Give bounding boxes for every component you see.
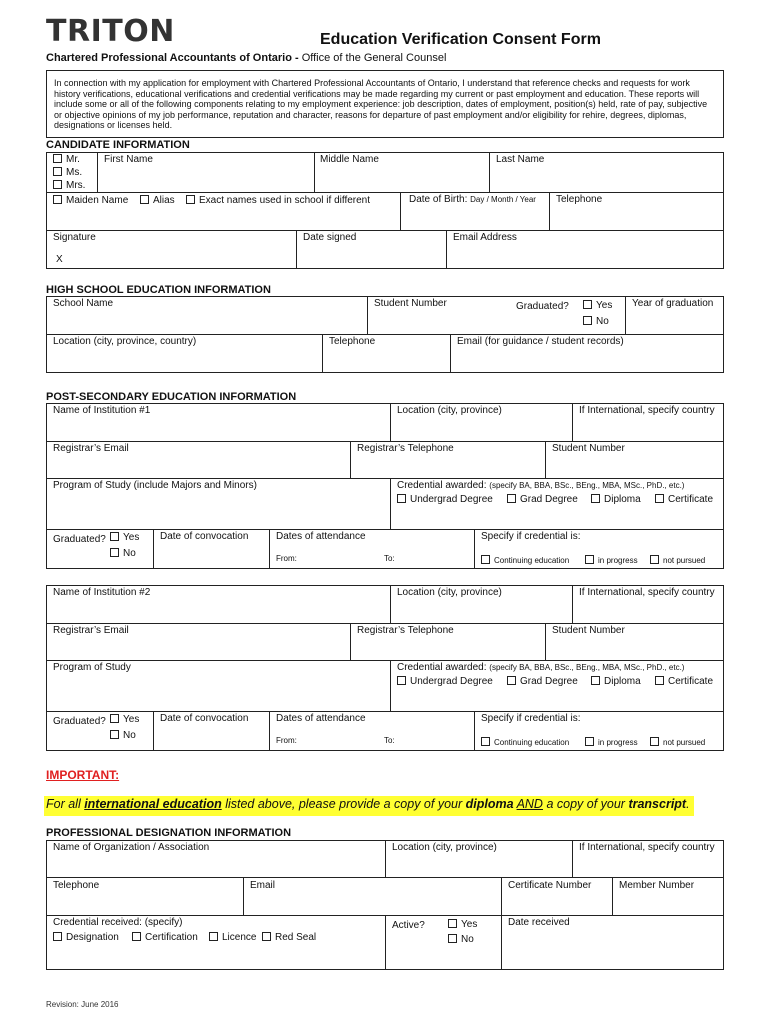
graduated-yes-option[interactable] [110,532,139,543]
last-name-field[interactable]: Last Name [496,154,545,165]
graduated-label: Graduated? [53,716,106,727]
triton-logo: TRITON [46,14,175,49]
note-period: . [686,797,690,811]
in-progress-checkbox[interactable] [585,737,594,746]
maiden-name-option[interactable] [53,195,128,206]
credential-received-field[interactable]: Credential received: (specify) [53,917,183,928]
international-country-field[interactable]: If International, specify country [579,587,715,598]
convocation-date-field[interactable]: Date of convocation [160,713,249,724]
student-number-field[interactable]: Student Number [552,443,625,454]
credential-awarded-field[interactable] [397,480,684,491]
mr-label: Mr. [66,154,80,165]
diploma-option[interactable] [591,676,641,687]
diploma-label: Diploma [604,494,641,505]
credential-label: Credential awarded: [397,662,487,673]
org-office: Office of the General Counsel [298,52,447,64]
divider [46,711,724,712]
note-international: international education [84,797,222,811]
certificate-label: Certificate [668,676,714,687]
middle-name-field[interactable]: Middle Name [320,154,379,165]
red-seal-option[interactable] [262,932,316,943]
no-checkbox[interactable] [448,934,457,943]
continuing-option[interactable] [481,737,569,747]
member-number-field[interactable]: Member Number [619,880,695,891]
student-number-field[interactable]: Student Number [552,625,625,636]
no-checkbox[interactable] [583,316,592,325]
note-text: listed above, please provide a copy of your [221,797,466,811]
undergrad-checkbox[interactable] [397,494,406,503]
divider [572,840,573,877]
candidate-heading: CANDIDATE INFORMATION [46,139,190,151]
registrar-telephone-field[interactable]: Registrar’s Telephone [357,625,454,636]
divider [474,529,475,569]
graduated-yes-option[interactable] [110,714,139,725]
continuing-checkbox[interactable] [481,737,490,746]
yes-checkbox[interactable] [583,300,592,309]
yes-label: Yes [461,919,478,930]
divider [390,660,391,711]
grad-option[interactable] [507,494,578,505]
grad-label: Grad Degree [520,494,578,505]
divider [153,529,154,569]
grad-option[interactable] [507,676,578,687]
note-diploma: diploma [465,797,514,811]
licence-option[interactable] [209,932,256,943]
active-label: Active? [392,920,425,931]
in-progress-label: in progress [598,556,638,565]
divider [390,585,391,623]
telephone-field[interactable]: Telephone [329,336,376,347]
divider [572,585,573,623]
attendance-from-field[interactable]: From: [276,554,297,563]
certificate-number-field[interactable]: Certificate Number [508,880,592,891]
title-ms-option[interactable] [53,167,82,178]
exact-names-label: Exact names used in school if different [199,195,371,206]
convocation-date-field[interactable]: Date of convocation [160,531,249,542]
credential-hint: (specify BA, BBA, BSc., BEng., MBA, MSc., PhD., etc.) [489,481,685,490]
first-name-field[interactable]: First Name [104,154,153,165]
divider [501,915,502,970]
divider [46,660,724,661]
org-line [46,52,446,64]
designation-checkbox[interactable] [53,932,62,941]
specify-credential-label: Specify if credential is: [481,713,581,724]
certificate-option[interactable] [655,494,713,505]
organization-location-field[interactable]: Location (city, province) [392,842,497,853]
date-signed-field[interactable]: Date signed [303,232,357,243]
title-mrs-option[interactable] [53,180,85,191]
no-checkbox[interactable] [110,548,119,557]
consent-intro: In connection with my application for employment with Chartered Professional Accountants of Ontario, I understand that reference checks and requests for work history verifications, educational verifications and credential verifications may be made regarding my current or past employment and education. These reports will include some or all of the following components relating to my employment experience: job description, dates of employment, position(s) held, rate of pay, subjective or objective opinions of my job performance, reputation and character, reasons for departure of past employment and/or eligibility for rehire, degrees, diplomas, designations or licenses held. [46,70,724,138]
telephone-field[interactable]: Telephone [556,194,603,205]
credential-hint: (specify BA, BBA, BSc., BEng., MBA, MSc., PhD., etc.) [489,663,685,672]
divider [400,192,401,230]
graduated-no-option[interactable] [110,730,136,741]
undergrad-option[interactable] [397,494,493,505]
in-progress-option[interactable] [585,737,638,747]
note-and: AND [516,797,543,811]
credential-label: Credential awarded: [397,480,487,491]
undergrad-label: Undergrad Degree [410,676,493,687]
guidance-email-field[interactable]: Email (for guidance / student records) [457,336,624,347]
divider [390,478,391,529]
divider [549,192,550,230]
alias-checkbox[interactable] [140,195,149,204]
international-country-field[interactable]: If International, specify country [579,842,715,853]
continuing-option[interactable] [481,555,569,565]
divider [269,529,270,569]
divider [446,230,447,269]
email-field[interactable]: Email Address [453,232,517,243]
undergrad-label: Undergrad Degree [410,494,493,505]
yes-label: Yes [123,714,140,725]
yes-checkbox[interactable] [110,532,119,541]
yes-label: Yes [123,532,140,543]
not-pursued-option[interactable] [650,555,705,565]
graduated-label: Graduated? [516,301,569,312]
mrs-checkbox[interactable] [53,180,62,189]
yes-checkbox[interactable] [448,919,457,928]
divider [46,623,724,624]
institution-location-field[interactable]: Location (city, province) [397,405,502,416]
institution-name-field[interactable]: Name of Institution #1 [53,405,151,416]
in-progress-label: in progress [598,738,638,747]
no-label: No [596,316,609,327]
divider [612,877,613,915]
red-seal-checkbox[interactable] [262,932,271,941]
post-secondary-heading: POST-SECONDARY EDUCATION INFORMATION [46,391,297,403]
divider [46,192,724,193]
dob-field[interactable] [409,194,536,205]
divider [322,334,323,373]
signature-field[interactable]: Signature [53,232,96,243]
org-name: Chartered Professional Accountants of Ontario - [46,52,299,64]
undergrad-option[interactable] [397,676,493,687]
active-no-option[interactable] [448,934,474,945]
certificate-checkbox[interactable] [655,676,664,685]
graduated-no-option[interactable] [110,548,136,559]
divider [367,296,368,334]
attendance-from-field[interactable]: From: [276,736,297,745]
diploma-checkbox[interactable] [591,676,600,685]
attendance-to-field[interactable]: To: [384,736,395,745]
divider [385,915,386,970]
certification-label: Certification [145,932,198,943]
title-mr-option[interactable] [53,154,80,165]
no-checkbox[interactable] [110,730,119,739]
undergrad-checkbox[interactable] [397,676,406,685]
not-pursued-label: not pursued [663,738,706,747]
divider [46,441,724,442]
divider [545,623,546,660]
designation-label: Designation [66,932,119,943]
certificate-checkbox[interactable] [655,494,664,503]
dob-label: Date of Birth: [409,194,468,205]
date-received-field[interactable]: Date received [508,917,570,928]
grad-checkbox[interactable] [507,676,516,685]
divider [501,877,502,915]
no-label: No [123,730,136,741]
no-label: No [123,548,136,559]
email-field[interactable]: Email [250,880,276,891]
divider [46,334,724,335]
divider [474,711,475,751]
divider [97,152,98,192]
revision-date: Revision: June 2016 [46,1000,119,1009]
divider [350,623,351,660]
maiden-name-checkbox[interactable] [53,195,62,204]
registrar-email-field[interactable]: Registrar’s Email [53,625,129,636]
certificate-label: Certificate [668,494,714,505]
divider [450,334,451,373]
signature-mark: X [56,254,63,265]
licence-label: Licence [222,932,257,943]
note-text: For all [46,797,85,811]
yes-label: Yes [596,300,613,311]
diploma-option[interactable] [591,494,641,505]
dob-format: Day / Month / Year [470,195,536,204]
not-pursued-label: not pursued [663,556,706,565]
divider [269,711,270,751]
note-transcript: transcript [628,797,687,811]
credential-awarded-field[interactable] [397,662,684,673]
divider [390,403,391,441]
continuing-checkbox[interactable] [481,555,490,564]
divider [46,877,724,878]
attendance-dates-label: Dates of attendance [276,713,366,724]
divider [385,840,386,877]
year-of-graduation-field[interactable]: Year of graduation [632,298,714,309]
red-seal-label: Red Seal [275,932,317,943]
international-country-field[interactable]: If International, specify country [579,405,715,416]
graduated-yes-option[interactable] [583,300,612,311]
divider [350,441,351,478]
specify-credential-label: Specify if credential is: [481,531,581,542]
telephone-field[interactable]: Telephone [53,880,100,891]
in-progress-checkbox[interactable] [585,555,594,564]
graduated-label: Graduated? [53,534,106,545]
mr-checkbox[interactable] [53,154,62,163]
candidate-section [46,152,724,269]
active-yes-option[interactable] [448,919,477,930]
certification-checkbox[interactable] [132,932,141,941]
registrar-telephone-field[interactable]: Registrar’s Telephone [357,443,454,454]
form-title: Education Verification Consent Form [320,31,601,48]
graduated-no-option[interactable] [583,316,609,327]
continuing-label: Continuing education [494,556,570,565]
important-label: IMPORTANT: [46,768,120,782]
organization-name-field[interactable]: Name of Organization / Association [53,842,210,853]
program-of-study-field[interactable]: Program of Study (include Majors and Minors) [53,480,257,491]
divider [46,230,724,231]
licence-checkbox[interactable] [209,932,218,941]
ms-checkbox[interactable] [53,167,62,176]
yes-checkbox[interactable] [110,714,119,723]
not-pursued-option[interactable] [650,737,705,747]
divider [314,152,315,192]
mrs-label: Mrs. [66,180,86,191]
ms-label: Ms. [66,167,83,178]
grad-checkbox[interactable] [507,494,516,503]
school-name-field[interactable]: School Name [53,298,114,309]
no-label: No [461,934,474,945]
note-text: a copy of your [542,797,629,811]
diploma-label: Diploma [604,676,641,687]
alias-label: Alias [153,195,175,206]
continuing-label: Continuing education [494,738,570,747]
alias-option[interactable] [140,195,175,206]
divider [296,230,297,269]
diploma-checkbox[interactable] [591,494,600,503]
attendance-to-field[interactable]: To: [384,554,395,563]
attendance-dates-label: Dates of attendance [276,531,366,542]
exact-names-option[interactable] [186,195,370,206]
grad-label: Grad Degree [520,676,578,687]
not-pursued-checkbox[interactable] [650,737,659,746]
in-progress-option[interactable] [585,555,638,565]
high-school-heading: HIGH SCHOOL EDUCATION INFORMATION [46,284,271,296]
certification-option[interactable] [132,932,198,943]
divider [545,441,546,478]
divider [489,152,490,192]
location-field[interactable]: Location (city, province, country) [53,336,197,347]
divider [625,296,626,334]
program-of-study-field[interactable]: Program of Study [53,662,131,673]
designation-option[interactable] [53,932,119,943]
exact-names-checkbox[interactable] [186,195,195,204]
student-number-field[interactable]: Student Number [374,298,447,309]
institution-location-field[interactable]: Location (city, province) [397,587,502,598]
professional-heading: PROFESSIONAL DESIGNATION INFORMATION [46,827,292,839]
maiden-name-label: Maiden Name [66,195,129,206]
divider [572,403,573,441]
registrar-email-field[interactable]: Registrar’s Email [53,443,129,454]
certificate-option[interactable] [655,676,713,687]
divider [46,529,724,530]
institution-name-field[interactable]: Name of Institution #2 [53,587,151,598]
not-pursued-checkbox[interactable] [650,555,659,564]
divider [153,711,154,751]
international-note [44,796,694,816]
divider [243,877,244,915]
divider [46,478,724,479]
